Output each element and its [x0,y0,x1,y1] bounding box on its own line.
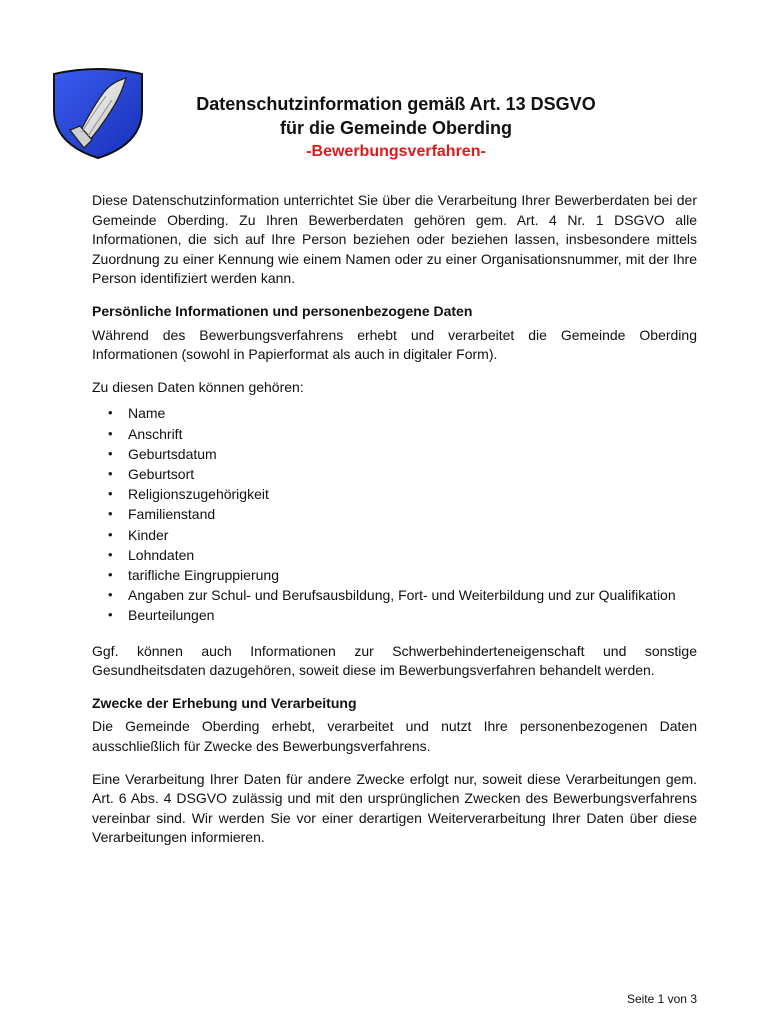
list-item-text: Angaben zur Schul- und Berufsausbildung, Fort- und Weiterbildung und zur Qualifikation [128,587,676,604]
document-subtitle: -Bewerbungsverfahren- [306,143,486,160]
page-number: Seite 1 von 3 [626,992,697,1006]
list-item [108,424,697,444]
bullet-icon: • [108,425,113,441]
list-intro: Zu diesen Daten können gehören: [92,378,304,395]
bullet-icon: • [108,607,113,623]
bullet-icon: • [108,486,113,502]
list-item [108,605,697,625]
list-item [108,444,697,464]
list-item-text: Beurteilungen [128,607,215,624]
section-heading-purposes: Zwecke der Erhebung und Verarbeitung [92,694,357,711]
section-paragraph-further-processing: Eine Verarbeitung Ihrer Daten für andere Zwecke erfolgt nur, soweit diese Verarbeitungen gem. Art. 6 Abs. 4 DSGVO zulässig und mit den ursprünglichen Zwecken des Bewerbungsverfahrens vereinbar sind. Wir werden Sie vor einer derartigen Weiterverarbeitung Ihrer Daten über diese Verarbeitungen informieren. [92,770,697,846]
bullet-icon: • [108,587,113,603]
document-title-block [130,92,662,164]
list-item [108,464,697,484]
list-item-text: Lohndaten [128,546,195,563]
list-item-text: tarifliche Eingruppierung [128,566,279,583]
list-item [108,403,697,423]
list-item-text: Kinder [128,526,169,543]
bullet-icon: • [108,405,113,421]
health-data-paragraph: Ggf. können auch Informationen zur Schwerbehinderteneigenschaft und sonstige Gesundheitsdaten dazugehören, soweit diese im Bewerbungsverfahren behandelt werden. [92,642,697,679]
list-item-text: Familienstand [128,506,216,523]
section-paragraph-personal-data: Während des Bewerbungsverfahrens erhebt und verarbeitet die Gemeinde Oberding Informationen (sowohl in Papierformat als auch in digitaler Form). [92,326,697,363]
bullet-icon: • [108,506,113,522]
list-item-text: Anschrift [128,425,183,442]
document-body [92,191,697,861]
list-item [108,525,697,545]
section-heading-personal-data: Persönliche Informationen und personenbezogene Daten [92,302,473,319]
list-item [108,585,697,605]
list-item-text: Geburtsdatum [128,445,217,462]
list-item [108,565,697,585]
bullet-icon: • [108,445,113,461]
list-item [108,484,697,504]
intro-paragraph: Diese Datenschutzinformation unterrichtet Sie über die Verarbeitung Ihrer Bewerberdaten bei der Gemeinde Oberding. Zu Ihren Bewerberdaten gehören gem. Art. 4 Nr. 1 DSGVO alle Informationen, die sich auf Ihre Person beziehen oder beziehen lassen, insbesondere mittels Zuordnung zu einer Kennung wie einem Namen oder zu einer Organisationsnummer, mit der Ihre Person identifiziert werden kann. [92,192,697,287]
document-title-municipality: für die Gemeinde Oberding [279,118,513,138]
bullet-icon: • [108,465,113,481]
bullet-icon: • [108,566,113,582]
bullet-icon: • [108,546,113,562]
list-item-text: Geburtsort [128,465,195,482]
data-categories-list [92,403,697,625]
list-item-text: Religionszugehörigkeit [128,486,269,503]
document-title: Datenschutzinformation gemäß Art. 13 DSGVO [196,94,596,114]
section-paragraph-purposes: Die Gemeinde Oberding erhebt, verarbeitet und nutzt Ihre personenbezogenen Daten ausschließlich für Zwecke des Bewerbungsverfahrens. [92,718,697,754]
list-item [108,545,697,565]
list-item-text: Name [128,405,166,422]
list-item [108,504,697,524]
bullet-icon: • [108,526,113,542]
